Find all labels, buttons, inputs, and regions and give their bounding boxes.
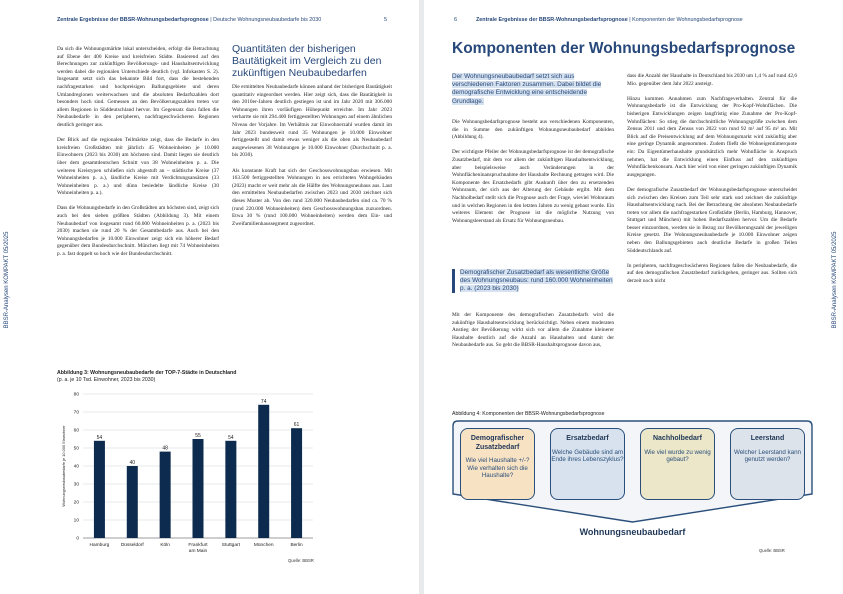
bar-köln [160,452,171,538]
page-title: Komponenten der Wohnungsbedarfsprognose [452,40,796,57]
body-column-2 [627,73,797,293]
component-title: Nachholbedarf [652,435,702,442]
body-column-1 [452,119,614,233]
data-label: 48 [162,445,168,452]
y-tick-label: 50 [73,446,79,452]
y-tick-label: 40 [73,464,79,470]
body-column-2 [232,84,392,236]
data-label: 74 [260,398,267,405]
x-tick-label: Hamburg [89,543,110,548]
y-tick-label: 30 [73,482,79,488]
side-label: BBSR-Analysen KOMPAKT 05/2025 [832,231,838,329]
bar-hamburg [94,441,105,538]
diagram-title: Abbildung 4: Komponenten der BBSR-Wohnungsbedarfsprognose [452,411,605,417]
component-title: Leerstand [750,435,785,442]
x-tick-label: am Main [188,549,208,554]
bar-chart [57,388,327,566]
data-label: 54 [96,434,103,441]
component-box-demografisch [460,428,535,500]
lead-text: Der Wohnungsneubaubedarf setzt sich aus verschiedenen Faktoren zusammen. Dabei bildet die demografische Entwicklung eine entscheidende Grundlage. [452,73,602,105]
x-tick-label: Köln [160,543,170,548]
paragraph: Als konstante Kraft hat sich der Geschosswohnungsbau erwiesen. Mit 163.500 fertiggestellten Wohnungen in neu errichteten Wohngebäuden (2023) macht er weit mehr als die Hälfte des Wohnungsneubaus aus. Laut den ermittelten Neubaubedarfen zwischen 2023 und 2030 zeichnet sich dieses Muster ab. Von den rund 320.000 Neubaubedarfen sind ca. 70 % (rund 220.000 Wohneinheiten) dem Geschosswohnungsbau zuzuordnen. Etwa 30 % (rund 100.000 Wohneinheiten) werden dem Ein- und Zweifamilienhaussegment zugeordnet. [232,167,392,227]
chart-source: Quelle: BBSR [288,558,314,563]
paragraph: Mit der Komponente des demografischen Zusatzbedarfs wird die zukünftige Haushaltsentwicklung berücksichtigt. Neben einem moderaten Anstieg der Bevölkerung wirkt sich vor allem die Zunahme kleinerer Haushalte deutlich auf die Anzahl an Haushalten und damit der Neubaubedarfe aus. So geht die BBSR-Haushaltsprognose davon aus, [452,312,614,349]
page-number: 6 [454,17,458,23]
data-label: 61 [293,422,300,429]
paragraph: Dass die Wohnungsbedarfe in den Großstädten am höchsten sind, zeigt sich auch bei den sieben größten Städten (Abbildung 3). Mit einem Neubaubedarf von insgesamt rund 60.000 Wohneinheiten p. a. (2023 bis 2030) machen sie rund 20 % der Gesamtbedarfe aus. Auch bei den Wohnungsbedarfen je 10.000 Einwohner zeigt sich ein höherer Bedarf gegenüber dem Bundesdurchschnitt. München liegt mit 74 Wohneinheiten p. a. fast doppelt so hoch wie der Bundesdurchschnitt. [57,205,219,258]
y-tick-label: 60 [73,428,79,434]
component-title: Demografischer Zusatzbedarf [470,435,525,451]
component-question: Welcher Leerstand kann genutzt werden? [734,448,801,464]
data-label: 54 [228,434,234,441]
x-tick-label: Berlin [290,543,303,548]
component-box-ersatzbedarf [550,428,625,500]
y-tick-label: 70 [73,410,79,416]
y-axis-label: Wohnungsneubaubedarfe je 10.000 Einwohner [61,425,66,507]
paragraph: Da sich die Wohnungsmärkte lokal unterscheiden, erfolgt die Betrachtung auf Ebene der 400 Kreise und kreisfreien Städte. Basierend auf den Berechnungen zur zukünftigen Bevölkerungs- und Haushaltsentwicklung werden dabei die regionalen Unterschiede deutlich (vgl. Infokasten S. 2). Insgesamt setzt sich das bekannte Bild fort, dass die bestehenden nachfragestarken und hochpreisigen Ballungsgebiete und deren Umlandregionen weiterwachsen und die absoluten Bedarfszahlen dort besonders hoch sind. Gemessen an den Bevölkerungszahlen treten vor allem Regionen in Süddeutschland hervor. Im Gegensatz dazu fallen die Neubaubedarfe in den peripheren, nachfrageschwächeren Regionen deutlich geringer aus. [57,46,219,128]
paragraph: In peripheren, nachfrageschwächeren Regionen fallen die Neubaubedarfe, die auf den demografischen Zusatzbedarf zurückgehen, geringer aus. Sollten sich derzeit noch nicht [627,262,797,285]
right-page [424,0,843,594]
bar-düsseldorf [127,466,138,538]
section-heading: Quantitäten der bisherigen Bautätigkeit im Vergleich zu den zukünftigen Neubaubedarfen [232,43,382,79]
callout-box: Demografischer Zusatzbedarf als wesentliche Größe des Wohnungsneubaus: rund 160.000 Wohneinheiten p. a. (2023 bis 2030) [452,269,614,293]
paragraph: Der demografische Zusatzbedarf der Wohnungsbedarfsprognose unterscheidet sich zwischen den Kreisen zum Teil sehr stark und zeichnet die zukünftige Haushaltsentwicklung nach. Bei der Betrachtung der absoluten Neubaubedarfe treten vor allem die nachfragestarken Großstädte (Berlin, Hamburg, Hannover, Stuttgart und München) mit hohen Bedarfszahlen hervor. Um die Bedarfe besser einzuordnen, werden sie in Bezug zur Bevölkerungszahl der jeweiligen Kreise gesetzt. Die Wohnungsneubaubedarfe je 10.000 Einwohner zeigen neben den Ballungsgebieten auch deutliche Bedarfe in großen Teilen Süddeutschlands auf. [627,186,797,254]
body-column-1-cont [452,312,614,358]
component-question: Wie viel wurde zu wenig gebaut? [644,448,711,464]
data-label: 55 [195,433,201,439]
y-tick-label: 80 [73,392,79,398]
paragraph: Hinzu kommen Annahmen zum Nachfrageverhalten. Zentral für die Wohnungsbedarfe ist die Entwicklung der Pro-Kopf-Wohnflächen. Die bisherigen Entwicklungen zeigen langfristig eine Zunahme der Pro-Kopf-Wohnflächen: So stieg die durchschnittliche Wohnungsgröße zwischen dem Zensus 2011 und dem Zensus von 2022 von rund 92 m² auf 95 m² an. Mit Blick auf die Preisentwicklung auf dem Wohnungsmarkt wird zukünftig aber eine geringe Dynamik angenommen. Zudem fließt die Wohneigentümerquote ein: Da Eigentümerhaushalte grundsätzlich mehr Wohnfläche in Anspruch nehmen, hat die Entwicklung einen Einfluss auf den zukünftigen Wohnflächenkonsum. Auch hier wird von einer geringen zukünftigen Dynamik ausgegangen. [627,95,797,178]
diagram-source: Quelle: BBSR [759,548,785,553]
component-question: Wie viel Haushalte +/-? Wie verhalten sich die Haushalte? [465,457,530,480]
y-tick-label: 20 [73,500,79,506]
running-header: Zentrale Ergebnisse der BBSR-Wohnungsbedarfsprognose | Deutsche Wohnungsneubaubedarfe bis 2030 [57,17,322,23]
page-number: 5 [384,17,388,23]
component-title: Ersatzbedarf [566,435,609,442]
component-question: Welche Gebäude sind am Ende ihres Lebenszyklus? [551,448,624,464]
bar-münchen [258,405,269,538]
y-tick-label: 0 [76,536,79,542]
x-tick-label: Stuttgart [221,543,240,548]
running-header: Zentrale Ergebnisse der BBSR-Wohnungsbedarfsprognose | Komponenten der Wohnungsbedarfsprognose [476,17,743,23]
paragraph: Der wichtigste Pfeiler der Wohnungsbedarfsprognose ist der demografische Zusatzbedarf, mit dem vor allem der zukünftigen Haushaltsentwicklung, aber beispielsweise auch Veränderungen in der Wohnflächeninanspruchnahme der Haushalte Rechnung getragen wird. Die Komponente des Ersatzbedarfs gibt Auskunft über den zu ersetzenden Wohnraum, der sich aus der Alterung der Gebäude ergibt. Mit dem Nachholbedarf stellt sich die Prognose auch der Frage, wieviel Wohnraum und in welchen Regionen in den letzten Jahren zu wenig gebaut wurde. Ein weiteres Element der Prognose ist die mögliche Nutzung von Wohnungsleerstand als Ersatz für Wohnungsneubau. [452,149,614,224]
y-tick-label: 10 [73,518,79,524]
paragraph: dass die Anzahl der Haushalte in Deutschland bis 2030 um 1,4 % auf rund 42,6 Mio. gegenüber dem Jahr 2022 ansteigt. [627,73,797,87]
diagram-result-label: Wohnungsneubaubedarf [579,527,686,537]
body-column-1 [57,46,219,266]
side-label: BBSR-Analysen KOMPAKT 05/2025 [4,231,10,329]
bar-stuttgart [225,441,236,538]
paragraph: Der Blick auf die regionalen Teilmärkte zeigt, dass die Bedarfe in den kreisfreien Großstädten mit jährlich 45 Wohneinheiten je 10.000 Einwohnern (2023 bis 2030) am höchsten sind. Damit liegen sie deutlich über dem gesamtdeutschen Schnitt von 38 Wohneinheiten p. a. Die weiteren Kreistypen schließen sich abgestuft an – städtische Kreise (37 Wohneinheiten p. a.), ländliche Kreise mit Verdichtungsansätzen (33 Wohneinheiten p. a.) und dünn besiedelte ländliche Kreise (30 Wohneinheiten p. a.). [57,137,219,197]
component-box-leerstand [730,428,805,500]
paragraph: Die Wohnungsbedarfsprognose besteht aus verschiedenen Komponenten, die in Summe den zukünftigen Wohnungsneubaubedarf abbilden (Abbildung 4). [452,119,614,141]
x-tick-label: Frankfurt [188,543,208,548]
components-diagram [452,420,813,545]
x-tick-label: München [253,543,274,548]
left-page [0,0,419,594]
data-label: 40 [129,460,136,466]
bar-berlin [291,428,302,538]
bar-frankfurt-am-main [193,439,204,538]
paragraph: Die ermittelten Neubaubedarfe können anhand der bisherigen Bautätigkeit quantitativ eingeordnet werden. Hier zeigt sich, dass die Bautätigkeit in den 2010er-Jahren deutlich gestiegen ist und im Jahr 2020 mit 306.000 Wohnungen ihren vorläufigen Höhepunkt erreichte. Im Jahr 2023 verharrte sie mit 294.400 fertiggestellten Wohnungen auf einem ähnlichen Niveau der Vorjahre. Im Verhältnis zur Einwohnerzahl wurden damit im Jahr 2023 bundesweit rund 35 Wohnungen je 10.000 Einwohner fertiggestellt und damit etwas weniger als die oben als Neubaubedarf ausgewiesenen 38 Wohnungen je 10.000 Einwohner (Durchschnitt p. a. bis 2030). [232,84,392,159]
x-tick-label: Düsseldorf [120,543,144,548]
chart-title: Abbildung 3: Wohnungsneubaubedarfe der TOP-7-Städte in Deutschland (p. a. je 10 Tsd. Einwohner, 2023 bis 2030) [57,370,237,383]
component-box-nachholbedarf [640,428,715,500]
